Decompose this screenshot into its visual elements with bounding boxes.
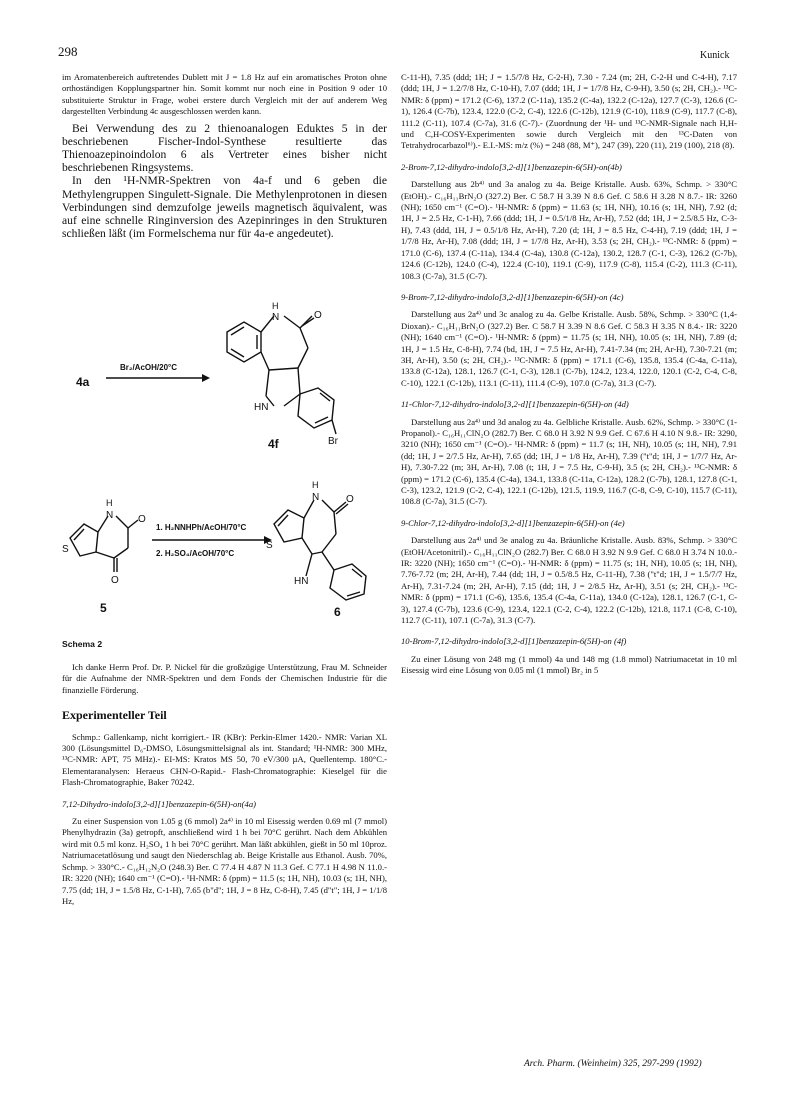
journal-citation: Arch. Pharm. (Weinheim) 325, 297-299 (1992) [524,1059,702,1069]
compound-heading-4b: 2-Brom-7,12-dihydro-indolo[3,2-d][1]benzazepin-6(5H)-on(4b) [401,161,622,172]
procedure-4e: Darstellung aus 2a⁴⁾ und 3e analog zu 4a. Bräunliche Kristalle. Ausb. 83%, Schmp. > 330°C (EtOH/Acetonitril).- C₁₆H₁₁ClN₂O (282.7) Ber. C 68.0 H 3.92 N 9.9 Gef. C 68.0 H 3.74 N 10.0.- IR: 3220 (NH); 1650 cm⁻¹ (C=O).- ¹H-NMR: δ (ppm) = 11.75 (s; 1H, NH), 10.05 (s; 1H, NH), 7.76-7.72 (m; 2H, Ar-H), 7.44 (dd; 1H, J = 0.5/8.5 Hz, C-11-H), 7.38 ("t"d; 1H, J = 1.5/7/7 Hz, Ar-H), 7.31-7.24 (m; 2H, Ar-H), 7.15 (dd; 1H, J = 2/8.5 Hz, Ar-H), 3.51 (s; 2H, CH₂).- ¹³C-NMR: δ (ppm) = 171.1 (C-6), 135.6, 135.4 (C-4a, C-11a), 134.0 (C-12a), 128.1, 126.7 (C-1, C-3), 127.4 (C-7b), 123.6 (C-9), 123.4, 122.1 (C-2, C-4), 122.2 (C-12b), 121.8, 117.1 (C-8, C-10), 112.7 (C-11), 107.1 (C-7a), 31.3 (C-7). [401,535,737,626]
compound-heading-4d: 11-Chlor-7,12-dihydro-indolo[3,2-d][1]benzazepin-6(5H)-on (4d) [401,399,629,410]
label-4a: 4a [76,375,90,389]
svg-text:N: N [312,492,320,503]
svg-text:S: S [266,540,273,551]
compound-heading-4c: 9-Brom-7,12-dihydro-indolo[3,2-d][1]benzazepin-6(5H)-on (4c) [401,291,624,302]
data-4a-continued: C-11-H), 7.35 (ddd; 1H; J = 1.5/7/8 Hz, C-2-H), 7.30 - 7.24 (m; 2H, C-2-H und C-4-H), 7.17 (ddd; 1H, J = 1.2/7/8 Hz, C-10-H), 7.07 (ddd; 1H, J = 1/7/8 Hz, C-9-H), 3.50 (s; 2H, CH₂).- ¹³C-NMR: δ (ppm) = 171.2 (C-6), 137.2 (C-11a), 135.2 (C-4a), 132.2 (C-12a), 127.7 (C-3), 126.6 (C-1), 126.4 (C-7b), 123.4, 122.0 (C-2, C-4), 122.6 (C-12b), 121.9 (C-10), 118.9 (C-9), 117.7 (C-8), 111.2 (C-11), 107.4 (C-7a), 31.6 (C-7).- (Zuordnung der ¹H- und ¹³C-NMR-Signale nach H,H- und C,H-COSY-Experimenten sowie durch Vergleich mit den ¹³C-Daten von Tetrahydrocarbazol⁶⁾).- E.I.-MS: m/z (%) = 248 (88, M⁺), 247 (39), 220 (11), 219 (100), 218 (8). [401,72,737,151]
schema-caption: Schema 2 [62,639,103,647]
page-number: 298 [58,44,78,59]
svg-text:H: H [106,498,113,508]
intro-paragraph: im Aromatenbereich auftretendes Dublett mit J = 1.8 Hz auf ein aromatisches Proton ohne orthoständigen Kopplungspartner hin. Somit kommt nur noch eine in Position 9 oder 10 substituierte Struktur in Frage, wobei erstere durch Vergleich mit der auf anderem Weg dargestellten Verbindung 4c ausgeschlossen werden kann. [62,72,387,117]
left-column [62,72,387,240]
procedure-4d: Darstellung aus 2a⁴⁾ und 3d analog zu 4a. Gelbliche Kristalle. Ausb. 62%, Schmp. > 330°C (1-Propanol).- C₁₆H₁₁ClN₂O (282.7) Ber. C 68.0 H 3.92 N 9.9 Gef. C 67.6 H 4.10 N 9.8.- IR: 3290, 3210 (NH); 1650 cm⁻¹ (C=O).- ¹H-NMR: δ (ppm) = 11.7 (s; 1H, NH), 10.05 (s; 1H, NH), 7.91 (dd; 1H, J = 2/7.5 Hz, Ar-H), 7.65 (dd; 1H, J = 1/8 Hz, Ar-H), 7.39 ("t"d; 1H, J = 1/7/7 Hz, Ar-H), 7.30-7.22 (m; 3H, Ar-H), 7.08 (t; 1H, J = 7.5 Hz, C-9-H), 3.5 (s; 2H, CH₂).- ¹³C-NMR: δ (ppm) = 171.2 (C-6), 135.4 (C-4a), 134.1, 133.8 (C-11a, C-12a), 128.2 (C-7b), 128.1, 127.8 (C-1, C-3), 123.2, 121.9 (C-2, C-4), 122.1 (C-12b), 121.5, 119.9, 116.7 (C-8, C-9, C-10), 115.7 (C-11), 108.8 (C-7a), 31.5 (C-7). [401,416,737,507]
schema-2-figure [62,302,387,647]
svg-text:O: O [138,514,146,525]
reagent-step-1: 1. H₂NNHPh/AcOH/70°C [156,523,247,532]
svg-text:H: H [312,480,319,490]
svg-text:N: N [272,312,280,323]
right-column [401,72,737,677]
procedure-4f: Zu einer Lösung von 248 mg (1 mmol) 4a und 148 mg (1.8 mmol) Natriumacetat in 10 ml Eisessig wird eine Lösung von 0.05 ml (1 mmol) Br₂ in 5 [401,653,737,676]
paragraph-nmr: In den ¹H-NMR-Spektren von 4a-f und 6 geben die Methylengruppen Singulett-Signale. Die Methylenprotonen in diesen Verbindungen sind demzufolge jeweils magnetisch äquivalent, was auf eine schnelle Ringinversion des Azepinringes in den Strukturen schließen läßt (im Formelschema nur für 4a-e angedeutet). [62,174,387,241]
procedure-4a: Zu einer Suspension von 1.05 g (6 mmol) 2a⁴⁾ in 10 ml Eisessig werden 0.69 ml (7 mmol) Phenylhydrazin (3a) getropft, anschließend wird 1 h bei 70°C gerührt. Nach dem Abkühlen wird mit 0.5 ml konz. H₂SO₄ 1 h bei 70°C gerührt. Man läßt abkühlen, gießt in 50 ml 10proz. Natriumacetatlösung und saugt den Niederschlag ab. Beige Kristalle aus Ethanol. Ausb. 70%, Schmp. > 330°C.- C₁₆H₁₂N₂O (248.3) Ber. C 77.4 H 4.87 N 11.3 Gef. C 77.1 H 4.98 N 11.0.- IR: 3220 (NH); 1640 cm⁻¹ (C=O).- ¹H-NMR: δ (ppm) = 11.5 (s; 1H, NH), 10.03 (s; 1H, NH), 7.75 (dd; 1H, J = 1.5/8 Hz, C-1-H), 7.65 (b"d"; 1H, J = 8 Hz, C-8-H), 7.45 (d"t"; 1H, J = 1/1/8 Hz, [62,816,387,906]
acknowledgment: Ich danke Herrn Prof. Dr. P. Nickel für die großzügige Unterstützung, Frau M. Schneider für die Aufnahme der NMR-Spektren und dem Fonds der Chemischen Industrie für die finanzielle Förderung. [62,662,387,695]
reagent-step-2: 2. H₂SO₄/AcOH/70°C [156,549,235,558]
svg-text:O: O [314,310,322,321]
label-4f: 4f [268,437,279,451]
procedure-4c: Darstellung aus 2a⁴⁾ und 3c analog zu 4a. Gelbe Kristalle. Ausb. 58%, Schmp. > 330°C (1,4-Dioxan).- C₁₆H₁₁BrN₂O (327.2) Ber. C 58.7 H 3.39 N 8.6 Gef. C 58.3 H 3.35 N 8.4.- IR: 3220 (NH); 1640 cm⁻¹ (C=O).- ¹H-NMR: δ (ppm) = 11.75 (s; 1H, NH), 10.05 (s; 1H, NH), 7.89 (d; 1H, J = 1.5 Hz, C-8-H), 7.74 (bd, 1H, J = 7.5 Hz, Ar-H), 7.41-7.34 (m; 2H, Ar-H), 7.30-7.21 (m; 3H, Ar-H), 3.50 (s; 2H, CH₂).- ¹³C-NMR: δ (ppm) = 171.1 (C-6), 135.8, 135.4 (C-4a, C-11a), 133.8 (C-12a), 128.1, 126.7 (C-1, C-3), 128.1 (C-7b), 124.2, 123.4, 122.0, 120.1 (C-2, C-4, C-8, C-10), 122.1 (C-12b), 113.1 (C-11), 111.4 (C-9), 107.0 (C-7a), 31.3 (C-7). [401,309,737,388]
left-column-lower [62,662,387,907]
svg-text:HN: HN [294,576,309,587]
svg-text:N: N [106,510,114,521]
svg-text:S: S [62,544,69,555]
svg-text:O: O [111,575,119,586]
structure-5 [62,498,146,586]
structure-4f [227,302,339,447]
label-6: 6 [334,605,341,619]
section-title: Experimenteller Teil [62,708,167,723]
paragraph-thieno: Bei Verwendung des zu 2 thienoanalogen Eduktes 5 in der beschriebenen Fischer-Indol-Synthese resultierte das Thienoazepinoindolon 6 als Vertreter eines bisher nicht beschriebenen Ringsystems. [62,121,387,175]
structure-6 [266,480,366,600]
compound-heading-4e: 9-Chlor-7,12-dihydro-indolo[3,2-d][1]benzazepin-6(5H)-on (4e) [401,517,625,528]
methods-paragraph: Schmp.: Gallenkamp, nicht korrigiert.- IR (KBr): Perkin-Elmer 1420.- NMR: Varian XL 300 (Lösungsmittel D₆-DMSO, Lösungsmittelsignal als int. Standard; ¹H-NMR: 300 MHz, ¹³C-NMR: APT, 75 MHz).- EI-MS: Kratos MS 50, 70 eV/300 µA, Quellentemp. 180°C.- Elementaranalysen: Heraeus CHN-O-Rapid.- Flash-Chromatographie: Kieselgel für die Flash-Chromatographie, Baker 70242. [62,731,387,788]
compound-heading-4a: 7,12-Dihydro-indolo[3,2-d][1]benzazepin-6(5H)-on(4a) [62,798,256,809]
svg-text:HN: HN [254,402,269,413]
running-head: Kunick [700,50,730,61]
svg-text:O: O [346,494,354,505]
svg-text:H: H [272,302,279,311]
procedure-4b: Darstellung aus 2b⁴⁾ und 3a analog zu 4a. Beige Kristalle. Ausb. 63%, Schmp. > 330°C (EtOH).- C₁₆H₁₁BrN₂O (327.2) Ber. C 58.7 H 3.39 N 8.6 Gef. C 58.6 H 3.28 N 8.7.- IR: 3260 (NH); 1650 cm⁻¹ (C=O).- ¹H-NMR: δ (ppm) = 11.63 (s; 1H, NH), 10.16 (s; 1H, NH), 7.92 (d; 1H, J = 2.5 Hz, C-1-H), 7.66 (ddd; 1H, J = 0.5/1/8 Hz, Ar-H), 7.52 (dd; 1H, J = 2.5/8.5 Hz, C-3-H), 7.43 (ddd, 1H, J = 0.5/1/8 Hz, Ar-H), 7.20 (d; 1H, J = 8.5 Hz, C-4-H), 7.19 (ddd; 1H, J = 1/7/8 Hz, Ar-H), 7.08 (ddd; 1H, J = 1/7/8 Hz, Ar-H), 3.53 (s; 2H, CH₂).- ¹³C-NMR: δ (ppm) = 171.0 (C-6), 137.4 (C-11a), 134.4 (C-4a), 130.8 (C-12a), 130.2, 128.7 (C-1, C-3), 126.2 (C-7b), 124.6 (C-12b), 124.0 (C-4), 122.4 (C-10), 119.1 (C-9), 117.9 (C-8), 115.4 (C-2), 111.3 (C-11), 108.3 (C-7a), 31.5 (C-7). [401,179,737,281]
svg-text:Br: Br [328,436,338,447]
compound-heading-4f: 10-Brom-7,12-dihydro-indolo[3,2-d][1]benzazepin-6(5H)-on (4f) [401,636,627,647]
label-5: 5 [100,601,107,615]
reagent-bromination: Br₂/AcOH/20°C [120,363,177,372]
